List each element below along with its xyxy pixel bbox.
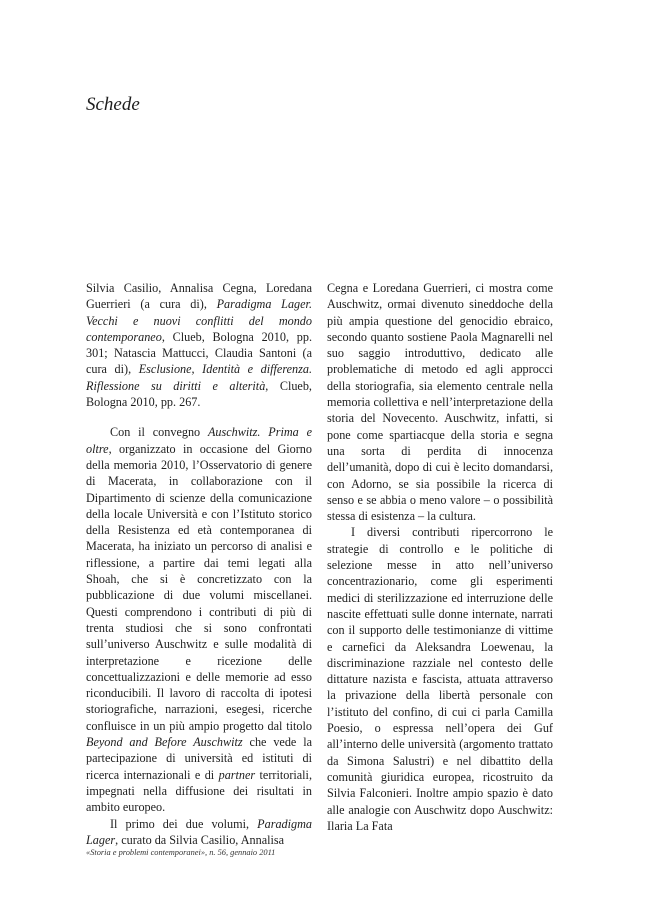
text-run: , Clueb, Bologna 2010, pp. 301; Natascia Mattucci, Claudia Santoni (a cura di), bbox=[86, 329, 312, 377]
text-run: Silvia Casilio, Annalisa Cegna, Loredana Guerrieri (a cura di), bbox=[86, 281, 312, 312]
text-run: Il primo dei due volumi, bbox=[110, 816, 258, 831]
italic-text: Auschwitz. Prima e oltre bbox=[86, 425, 312, 456]
text-run: , organizzato in occasione del Giorno della memoria 2010, l’Osservatorio di genere di Macerata, in collaborazione con il Dipartimento di scienze della comunicazione della locale Università e con l’Istituto storico della Resistenza ed età contemporanea di Macerata, ha iniziato un percorso di analisi e riflessione, a partire dai temi legati alla Shoah, che si è concretizzato con la pubblicazione di due volumi miscellanei. Questi comprendono i contributi di più di trenta studiosi che si sono confrontati sull’universo Auschwitz e sulle modalità di interpretazione e ricezione delle concettualizzazioni e delle memorie ad esso riconducibili. Il lavoro di raccolta di ipotesi storiografiche, narrazioni, esegesi, ricerche confluisce in un più ampio progetto dal titolo bbox=[86, 441, 312, 733]
text-run: , curato da Silvia Casilio, Annalisa bbox=[115, 832, 285, 847]
journal-footer: «Storia e problemi contemporanei», n. 56, gennaio 2011 bbox=[86, 848, 276, 857]
italic-text: partner bbox=[218, 767, 256, 782]
left-column bbox=[86, 280, 312, 848]
italic-text: Esclusione, Identità e differenza. Riflessione su diritti e alterità bbox=[86, 362, 312, 393]
text-run: I diversi contributi ripercorrono le strategie di controllo e le politiche di selezione messe in atto nell’universo concentrazionario, come gli esperimenti medici di sterilizzazione ed interruzione delle nascite effettuati sulle donne internate, narrati con il supporto delle testimonianze di vittime e carnefici da Aleksandra Loewenau, la discriminazione razziale nel contesto delle dittature nazista e fascista, attuata attraverso la privazione della libertà personale con l’istituto del confino, di cui ci parla Camilla Poesio, o espressa nell’opera dei Guf all’interno delle università (argomento trattato da Simona Salustri) e nel dibattito della comunità giuridica europea, ricostruito da Silvia Falconieri. Inoltre ampio spazio è dato alle analogie con Auschwitz dopo Auschwitz: Ilaria La Fata bbox=[327, 525, 553, 833]
italic-text: Paradigma Lager bbox=[86, 816, 312, 847]
italic-text: Paradigma Lager. Vecchi e nuovi conflitti del mondo contemporaneo bbox=[86, 297, 312, 344]
text-run: , Clueb, Bologna 2010, pp. 267. bbox=[86, 378, 312, 410]
body-paragraph bbox=[327, 280, 553, 524]
text-run: Cegna e Loredana Guerrieri, ci mostra come Auschwitz, ormai divenuto sineddoche della più ampia questione del genocidio ebraico, secondo quanto sostiene Paola Magnarelli nel suo saggio introduttivo, dedicato alle problematiche di metodo ed agli approcci della storiografia, sia elemento centrale nella memoria collettiva e nell’interpretazione della storia del Novecento. Auschwitz, infatti, si pone come spartiacque della storia e segna una sorta di perdita di innocenza dell’umanità, dopo di cui è lecito domandarsi, con Adorno, se sia possibile la ricerca di senso e se abbia o meno valore – o possibilità stessa di esistenza – la cultura. bbox=[327, 281, 553, 524]
right-column bbox=[327, 280, 553, 834]
text-run: territoriali, impegnati nella diffusione dei risultati in ambito europeo. bbox=[86, 767, 312, 815]
body-paragraph bbox=[86, 424, 312, 815]
italic-text: Beyond and Before Auschwitz bbox=[86, 735, 243, 750]
text-run: che vede la partecipazione di università ed istituti di ricerca internazionali e di bbox=[86, 735, 312, 782]
text-run: Con il convegno bbox=[110, 425, 208, 440]
book-citation bbox=[86, 280, 312, 410]
body-paragraph bbox=[86, 816, 312, 849]
body-paragraph bbox=[327, 524, 553, 834]
section-title: Schede bbox=[86, 94, 140, 115]
